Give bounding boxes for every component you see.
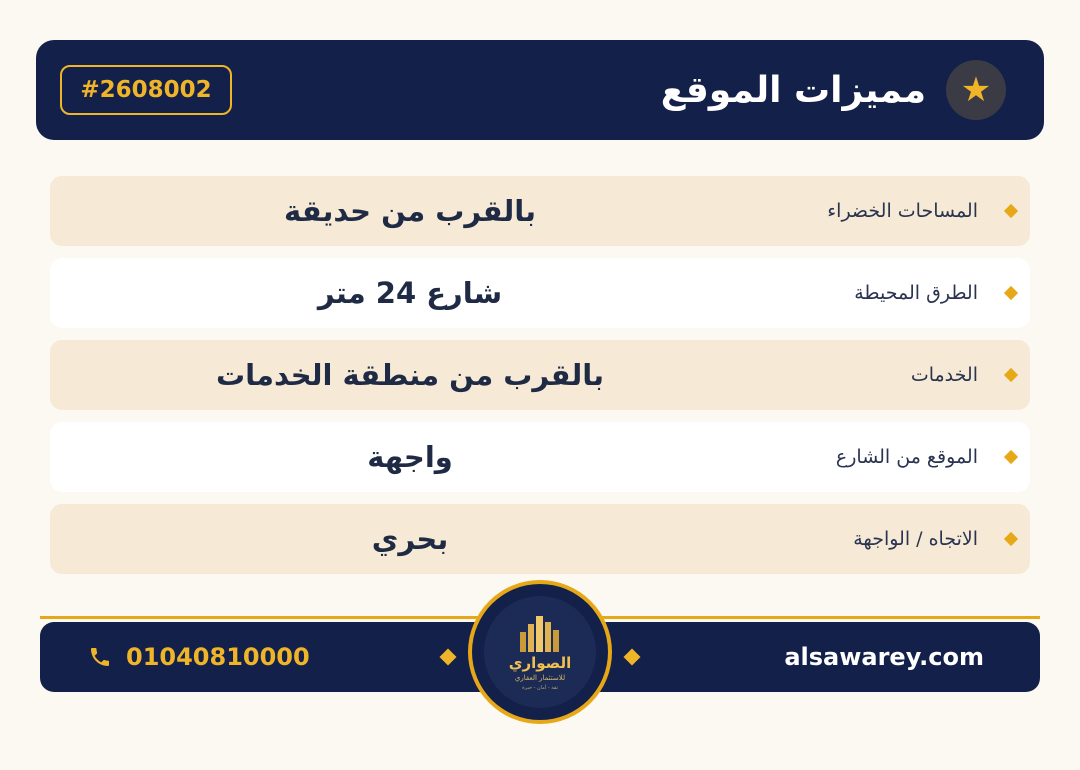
feature-row-street-position [50,422,1030,492]
diamond-ornament-icon [624,649,641,666]
feature-value: بالقرب من حديقة [284,194,536,228]
feature-label: الخدمات [910,364,978,386]
star-icon: ★ [946,60,1006,120]
diamond-bullet-icon [1004,368,1018,382]
header-banner [36,40,1044,140]
features-list [50,176,1030,586]
feature-row-surrounding-roads [50,258,1030,328]
feature-value: شارع 24 متر [317,276,503,310]
page-title: مميزات الموقع [660,69,926,111]
diamond-bullet-icon [1004,286,1018,300]
feature-label: المساحات الخضراء [827,200,978,222]
logo-inner-circle [484,596,596,708]
feature-value: بالقرب من منطقة الخدمات [215,358,605,392]
feature-value: بحري [371,522,449,556]
phone-icon [88,645,112,669]
diamond-bullet-icon [1004,532,1018,546]
phone-number: 01040810000 [126,643,310,671]
diamond-bullet-icon [1004,450,1018,464]
feature-row-green-spaces [50,176,1030,246]
logo-tagline: ثقة - أمان - خبرة [522,685,558,691]
feature-label: الاتجاه / الواجهة [853,528,978,550]
logo-subtitle: للاستثمار العقاري [514,674,566,682]
reference-badge: #2608002 [60,65,232,115]
diamond-ornament-icon [440,649,457,666]
website-link[interactable]: alsawarey.com [784,643,984,671]
logo-name: الصواري [508,654,572,672]
phone-contact[interactable] [88,622,310,692]
feature-row-services [50,340,1030,410]
feature-value: واجهة [367,440,453,474]
feature-label: الموقع من الشارع [835,446,978,468]
diamond-bullet-icon [1004,204,1018,218]
feature-row-orientation [50,504,1030,574]
building-icon [518,614,562,652]
feature-label: الطرق المحيطة [854,282,978,304]
company-logo [472,584,608,720]
